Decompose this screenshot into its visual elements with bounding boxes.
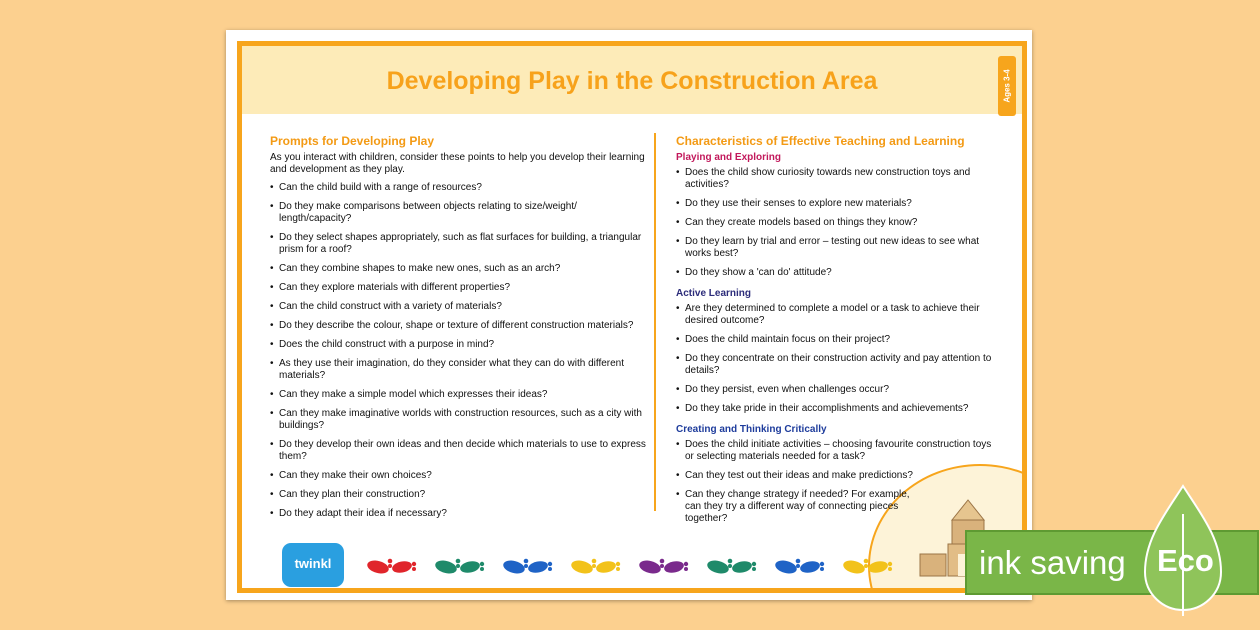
list-item: • Do they develop their own ideas and then decide which materials to use to express them?	[270, 439, 648, 463]
prompts-heading: Prompts for Developing Play	[270, 134, 435, 148]
poster-frame	[237, 41, 1027, 593]
list-item: • Does the child show curiosity towards new construction toys and activities?	[676, 167, 996, 191]
creating-list	[676, 439, 996, 525]
list-item: • Can they plan their construction?	[270, 489, 648, 501]
list-item: • Can they make their own choices?	[270, 470, 648, 482]
list-item: • Can they create models based on things they know?	[676, 217, 996, 229]
characteristics-column	[676, 135, 996, 534]
list-item: • Does the child construct with a purpose in mind?	[270, 339, 648, 351]
list-item: • Can they make imaginative worlds with construction resources, such as a city with buildings?	[270, 408, 648, 432]
section-title-creating: Creating and Thinking Critically	[676, 424, 827, 435]
characteristics-heading: Characteristics of Effective Teaching and Learning	[676, 134, 965, 148]
list-item: • Do they take pride in their accomplishments and achievements?	[676, 403, 996, 415]
list-item: • Do they persist, even when challenges occur?	[676, 384, 996, 396]
list-item: • Do they describe the colour, shape or texture of different construction materials?	[270, 320, 648, 332]
list-item: • Can they combine shapes to make new ones, such as an arch?	[270, 263, 648, 275]
list-item: • Does the child initiate activities – choosing favourite construction toys or selecting materials needed for a task?	[676, 439, 996, 463]
list-item: • Can the child construct with a variety of materials?	[270, 301, 648, 313]
footprint-icon	[434, 555, 486, 577]
poster-sheet	[226, 30, 1032, 600]
section-title-active: Active Learning	[676, 288, 752, 299]
active-list	[676, 303, 996, 415]
footprint-icon	[842, 555, 894, 577]
prompts-column	[270, 135, 648, 527]
list-item: • Can the child build with a range of resources?	[270, 182, 648, 194]
ages-tab	[998, 56, 1016, 116]
section-title-playing: Playing and Exploring	[676, 152, 782, 163]
twinkl-logo-text: twinkl	[294, 556, 332, 571]
ages-label: Ages 3-4	[1002, 69, 1012, 103]
list-item: • Can they change strategy if needed? For example, can they try a different way of connecting pieces together?	[676, 489, 920, 525]
poster-title: Developing Play in the Construction Area	[386, 67, 878, 95]
ink-saving-label: ink saving	[979, 544, 1126, 581]
list-item: • As they use their imagination, do they consider what they can do with different materials?	[270, 358, 648, 382]
list-item: • Do they show a 'can do' attitude?	[676, 267, 996, 279]
list-item: • Do they learn by trial and error – testing out new ideas to see what works best?	[676, 236, 996, 260]
eco-label: Eco	[1157, 543, 1214, 578]
prompts-list	[270, 182, 648, 520]
title-banner	[242, 46, 1022, 114]
list-item: • Are they determined to complete a model or a task to achieve their desired outcome?	[676, 303, 996, 327]
list-item: • Do they concentrate on their construction activity and pay attention to details?	[676, 353, 996, 377]
footprint-icon	[570, 555, 622, 577]
footprint-icon	[502, 555, 554, 577]
list-item: • Do they make comparisons between objects relating to size/weight/ length/capacity?	[270, 201, 648, 225]
footprint-icon	[774, 555, 826, 577]
footprint-icon	[638, 555, 690, 577]
list-item: • Do they select shapes appropriately, such as flat surfaces for building, a triangular prism for a roof?	[270, 232, 648, 256]
list-item: • Do they adapt their idea if necessary?	[270, 508, 648, 520]
list-item: • Does the child maintain focus on their project?	[676, 334, 996, 346]
playing-list	[676, 167, 996, 279]
twinkl-logo	[282, 543, 344, 587]
list-item: • Do they use their senses to explore new materials?	[676, 198, 996, 210]
list-item: • Can they make a simple model which expresses their ideas?	[270, 389, 648, 401]
list-item: • Can they explore materials with different properties?	[270, 282, 648, 294]
column-divider	[654, 133, 656, 511]
prompts-intro: As you interact with children, consider these points to help you develop their learning and development as they play.	[270, 152, 645, 175]
footprint-icon	[706, 555, 758, 577]
list-item: • Can they test out their ideas and make predictions?	[676, 470, 996, 482]
footprint-icon	[366, 555, 418, 577]
